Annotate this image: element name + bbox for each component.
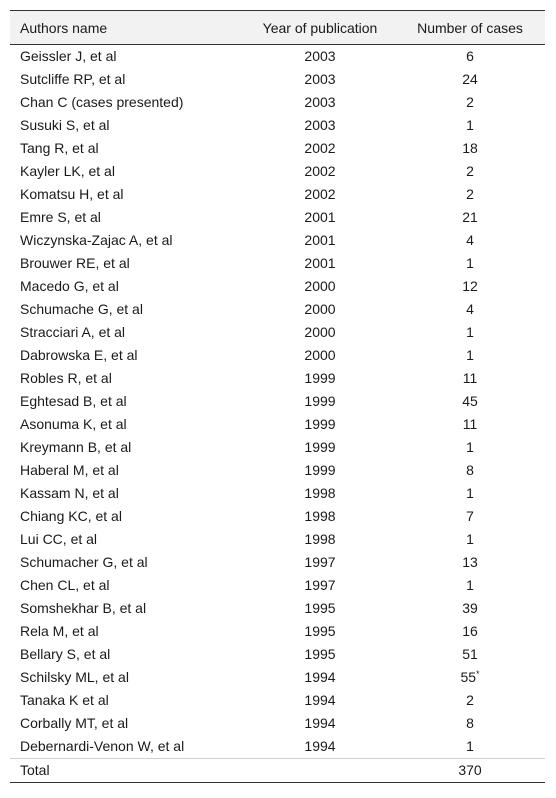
cases-value: 18 bbox=[462, 140, 478, 156]
author-cell: Macedo G, et al bbox=[20, 278, 119, 294]
cases-value: 1 bbox=[466, 117, 474, 133]
cases-cell bbox=[395, 620, 545, 643]
cases-cell bbox=[395, 229, 545, 252]
author-cell: Emre S, et al bbox=[20, 209, 101, 225]
total-label: Total bbox=[10, 759, 245, 783]
table-row bbox=[10, 344, 545, 367]
year-cell: 1999 bbox=[304, 462, 336, 478]
author-cell: Kayler LK, et al bbox=[20, 163, 115, 179]
year-cell: 1994 bbox=[304, 669, 336, 685]
cases-value: 1 bbox=[466, 347, 474, 363]
cases-value: 39 bbox=[462, 600, 478, 616]
author-cell: Tanaka K et al bbox=[20, 692, 109, 708]
header-authors: Authors name bbox=[10, 11, 245, 45]
cases-cell bbox=[395, 482, 545, 505]
table-row bbox=[10, 597, 545, 620]
author-cell: Bellary S, et al bbox=[20, 646, 111, 662]
cases-value: 2 bbox=[466, 163, 474, 179]
cases-value: 4 bbox=[466, 301, 474, 317]
total-cases: 370 bbox=[395, 759, 545, 783]
author-cell: Stracciari A, et al bbox=[20, 324, 126, 340]
table-body bbox=[10, 45, 545, 783]
year-cell: 2001 bbox=[304, 232, 336, 248]
cases-value: 4 bbox=[466, 232, 474, 248]
cases-cell bbox=[395, 206, 545, 229]
cases-value: 2 bbox=[466, 94, 474, 110]
cases-value: 16 bbox=[462, 623, 478, 639]
cases-table bbox=[10, 10, 545, 783]
year-cell: 2002 bbox=[304, 140, 336, 156]
cases-value: 1 bbox=[466, 531, 474, 547]
author-cell: Chiang KC, et al bbox=[20, 508, 122, 524]
header-year: Year of publication bbox=[245, 11, 395, 45]
cases-cell bbox=[395, 436, 545, 459]
year-cell: 2000 bbox=[304, 347, 336, 363]
cases-value: 1 bbox=[466, 485, 474, 501]
footnote-marker: * bbox=[476, 669, 480, 679]
table-row bbox=[10, 390, 545, 413]
year-cell: 1995 bbox=[304, 646, 336, 662]
cases-value: 2 bbox=[466, 186, 474, 202]
table-row bbox=[10, 643, 545, 666]
cases-cell bbox=[395, 275, 545, 298]
author-cell: Dabrowska E, et al bbox=[20, 347, 138, 363]
cases-cell bbox=[395, 528, 545, 551]
cases-value: 51 bbox=[462, 646, 478, 662]
year-cell: 1994 bbox=[304, 692, 336, 708]
cases-value: 12 bbox=[462, 278, 478, 294]
year-cell: 2001 bbox=[304, 209, 336, 225]
year-cell: 1994 bbox=[304, 715, 336, 731]
author-cell: Haberal M, et al bbox=[20, 462, 119, 478]
author-cell: Asonuma K, et al bbox=[20, 416, 127, 432]
author-cell: Lui CC, et al bbox=[20, 531, 98, 547]
cases-cell bbox=[395, 321, 545, 344]
table-row bbox=[10, 68, 545, 91]
cases-cell bbox=[395, 735, 545, 759]
year-cell: 2002 bbox=[304, 163, 336, 179]
author-cell: Chan C (cases presented) bbox=[20, 94, 184, 110]
author-cell: Schumacher G, et al bbox=[20, 554, 148, 570]
author-cell: Tang R, et al bbox=[20, 140, 99, 156]
cases-cell bbox=[395, 413, 545, 436]
table-row bbox=[10, 321, 545, 344]
year-cell: 1994 bbox=[304, 738, 336, 754]
cases-cell bbox=[395, 68, 545, 91]
author-cell: Kassam N, et al bbox=[20, 485, 119, 501]
table-row bbox=[10, 160, 545, 183]
year-cell: 1999 bbox=[304, 370, 336, 386]
table-row bbox=[10, 528, 545, 551]
table-row bbox=[10, 137, 545, 160]
author-cell: Debernardi-Venon W, et al bbox=[20, 738, 185, 754]
cases-value: 1 bbox=[466, 439, 474, 455]
cases-value: 21 bbox=[462, 209, 478, 225]
year-cell: 2000 bbox=[304, 324, 336, 340]
cases-table-container bbox=[10, 10, 545, 783]
cases-value: 1 bbox=[466, 738, 474, 754]
year-cell: 1998 bbox=[304, 485, 336, 501]
table-row bbox=[10, 252, 545, 275]
table-row bbox=[10, 206, 545, 229]
cases-value: 8 bbox=[466, 462, 474, 478]
year-cell: 1997 bbox=[304, 577, 336, 593]
table-row bbox=[10, 735, 545, 759]
cases-cell bbox=[395, 160, 545, 183]
cases-value: 1 bbox=[466, 324, 474, 340]
cases-cell bbox=[395, 91, 545, 114]
year-cell: 1997 bbox=[304, 554, 336, 570]
table-row bbox=[10, 229, 545, 252]
table-row bbox=[10, 114, 545, 137]
year-cell: 1998 bbox=[304, 531, 336, 547]
total-year bbox=[245, 759, 395, 783]
cases-value: 2 bbox=[466, 692, 474, 708]
year-cell: 1998 bbox=[304, 508, 336, 524]
author-cell: Schilsky ML, et al bbox=[20, 669, 129, 685]
table-row bbox=[10, 45, 545, 69]
author-cell: Schumache G, et al bbox=[20, 301, 143, 317]
cases-cell bbox=[395, 45, 545, 69]
author-cell: Wiczynska-Zajac A, et al bbox=[20, 232, 173, 248]
cases-cell bbox=[395, 505, 545, 528]
author-cell: Geissler J, et al bbox=[20, 48, 117, 64]
cases-value: 6 bbox=[466, 48, 474, 64]
cases-cell bbox=[395, 390, 545, 413]
year-cell: 2002 bbox=[304, 186, 336, 202]
cases-value: 13 bbox=[462, 554, 478, 570]
table-header bbox=[10, 11, 545, 45]
table-row bbox=[10, 482, 545, 505]
year-cell: 1999 bbox=[304, 416, 336, 432]
table-row bbox=[10, 505, 545, 528]
cases-value: 55 bbox=[460, 669, 477, 685]
author-cell: Chen CL, et al bbox=[20, 577, 110, 593]
cases-cell bbox=[395, 298, 545, 321]
author-cell: Komatsu H, et al bbox=[20, 186, 124, 202]
cases-value: 45 bbox=[462, 393, 478, 409]
author-cell: Somshekhar B, et al bbox=[20, 600, 147, 616]
table-row bbox=[10, 436, 545, 459]
author-cell: Robles R, et al bbox=[20, 370, 112, 386]
cases-cell bbox=[395, 597, 545, 620]
year-cell: 2003 bbox=[304, 71, 336, 87]
table-row bbox=[10, 574, 545, 597]
author-cell: Eghtesad B, et al bbox=[20, 393, 127, 409]
cases-cell bbox=[395, 666, 545, 689]
author-cell: Rela M, et al bbox=[20, 623, 99, 639]
cases-cell bbox=[395, 689, 545, 712]
cases-cell bbox=[395, 551, 545, 574]
table-row bbox=[10, 620, 545, 643]
cases-value: 11 bbox=[462, 370, 478, 386]
table-row bbox=[10, 275, 545, 298]
year-cell: 1995 bbox=[304, 623, 336, 639]
cases-cell bbox=[395, 367, 545, 390]
author-cell: Corbally MT, et al bbox=[20, 715, 129, 731]
cases-cell bbox=[395, 574, 545, 597]
cases-cell bbox=[395, 183, 545, 206]
author-cell: Sutcliffe RP, et al bbox=[20, 71, 126, 87]
author-cell: Susuki S, et al bbox=[20, 117, 110, 133]
cases-value: 24 bbox=[462, 71, 478, 87]
header-cases: Number of cases bbox=[395, 11, 545, 45]
cases-value: 7 bbox=[466, 508, 474, 524]
header-row bbox=[10, 11, 545, 45]
cases-cell bbox=[395, 712, 545, 735]
year-cell: 2000 bbox=[304, 278, 336, 294]
year-cell: 1999 bbox=[304, 393, 336, 409]
cases-cell bbox=[395, 114, 545, 137]
author-cell: Brouwer RE, et al bbox=[20, 255, 130, 271]
table-row bbox=[10, 91, 545, 114]
year-cell: 2001 bbox=[304, 255, 336, 271]
total-row bbox=[10, 759, 545, 783]
year-cell: 1999 bbox=[304, 439, 336, 455]
table-row bbox=[10, 551, 545, 574]
table-row bbox=[10, 689, 545, 712]
cases-cell bbox=[395, 252, 545, 275]
cases-cell bbox=[395, 137, 545, 160]
year-cell: 1995 bbox=[304, 600, 336, 616]
year-cell: 2000 bbox=[304, 301, 336, 317]
table-row bbox=[10, 712, 545, 735]
table-row bbox=[10, 666, 545, 689]
cases-value: 8 bbox=[466, 715, 474, 731]
year-cell: 2003 bbox=[304, 117, 336, 133]
cases-value: 1 bbox=[466, 577, 474, 593]
cases-cell bbox=[395, 344, 545, 367]
cases-cell bbox=[395, 459, 545, 482]
table-row bbox=[10, 413, 545, 436]
author-cell: Kreymann B, et al bbox=[20, 439, 132, 455]
table-row bbox=[10, 367, 545, 390]
table-row bbox=[10, 183, 545, 206]
year-cell: 2003 bbox=[304, 48, 336, 64]
table-row bbox=[10, 298, 545, 321]
year-cell: 2003 bbox=[304, 94, 336, 110]
cases-value: 1 bbox=[466, 255, 474, 271]
table-row bbox=[10, 459, 545, 482]
cases-value: 11 bbox=[462, 416, 478, 432]
cases-cell bbox=[395, 643, 545, 666]
